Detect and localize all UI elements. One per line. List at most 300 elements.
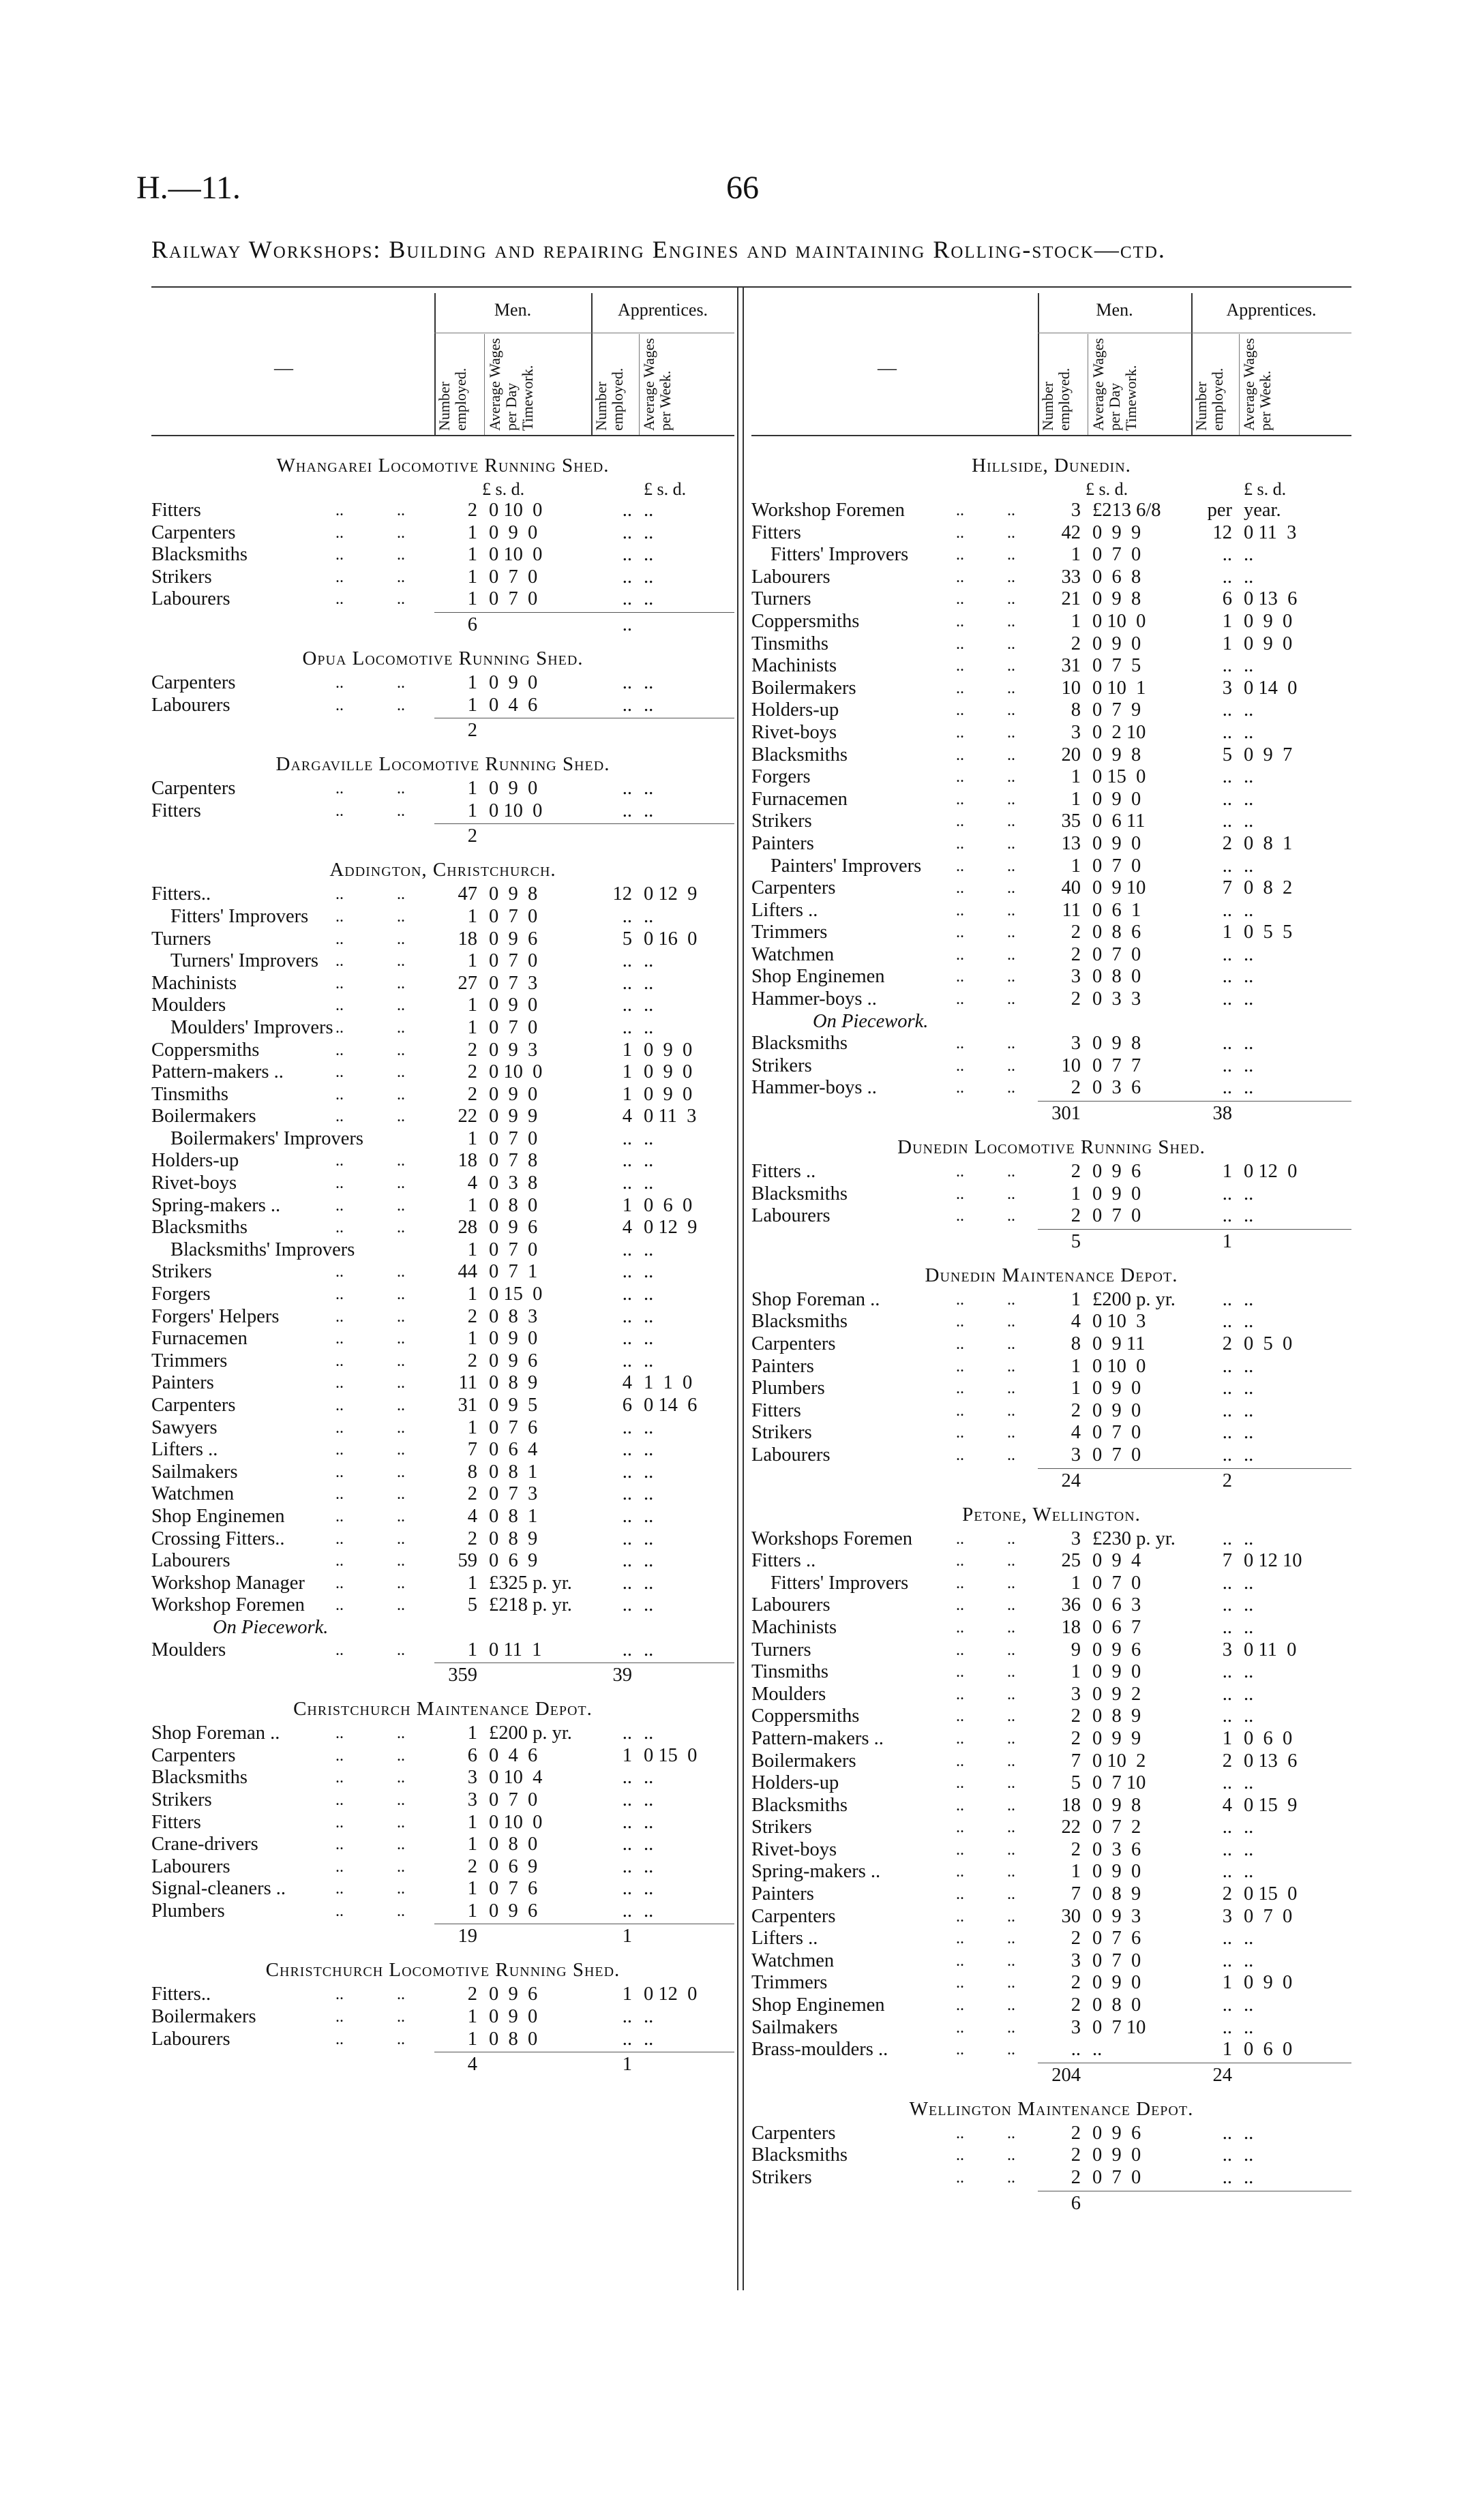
occupation-label: Machinists bbox=[151, 972, 237, 994]
table-row bbox=[151, 566, 734, 589]
leader-dots: .. bbox=[397, 546, 405, 564]
men-wages: 0 9 0 bbox=[1092, 633, 1141, 654]
leader-dots: .. bbox=[397, 1330, 405, 1348]
app-number: .. bbox=[622, 1572, 632, 1594]
leader-dots: .. bbox=[335, 952, 344, 971]
men-number: 1 bbox=[1071, 788, 1081, 810]
occupation-label: Coppersmiths bbox=[751, 610, 860, 632]
total-row bbox=[751, 1228, 1351, 1256]
men-number: 30 bbox=[1061, 1905, 1081, 1927]
units-row bbox=[151, 479, 734, 500]
men-total: 204 bbox=[1051, 2064, 1081, 2086]
table-row bbox=[151, 1639, 734, 1662]
occupation-label: Turners bbox=[151, 928, 211, 950]
table-row bbox=[751, 2167, 1351, 2189]
app-wages: .. bbox=[644, 1016, 654, 1038]
men-wages: 0 15 0 bbox=[489, 1284, 543, 1305]
app-number: .. bbox=[622, 1811, 632, 1833]
center-double-rule bbox=[737, 286, 744, 2290]
men-wages: 0 9 9 bbox=[1092, 1727, 1141, 1749]
men-wages: 0 9 5 bbox=[489, 1395, 538, 1416]
app-number: .. bbox=[1222, 1528, 1232, 1549]
app-wages: 0 11 0 bbox=[1244, 1639, 1297, 1660]
men-number: 3 bbox=[467, 1767, 477, 1789]
men-wages: 0 3 8 bbox=[489, 1172, 538, 1194]
app-number: 4 bbox=[622, 1372, 632, 1394]
occupation-label: Labourers bbox=[151, 1550, 230, 1572]
leader-dots: .. bbox=[1007, 1057, 1015, 1075]
occupation-label: Blacksmiths bbox=[151, 1767, 248, 1789]
men-wages: 0 7 7 bbox=[1092, 1054, 1141, 1076]
leader-dots: .. bbox=[397, 2030, 405, 2048]
app-number: .. bbox=[1222, 2167, 1232, 2188]
men-wages: 0 7 0 bbox=[1092, 855, 1141, 877]
men-number: 25 bbox=[1061, 1550, 1081, 1572]
leader-dots: .. bbox=[956, 1596, 964, 1615]
men-wages: 0 8 9 bbox=[1092, 1883, 1141, 1905]
leader-dots: .. bbox=[956, 1685, 964, 1703]
app-wages: .. bbox=[644, 1878, 654, 1900]
table-row bbox=[151, 1506, 734, 1528]
app-wages: .. bbox=[1244, 1183, 1254, 1204]
leader-dots: .. bbox=[1007, 1596, 1015, 1615]
leader-dots: .. bbox=[956, 1207, 964, 1226]
app-wages: 0 9 0 bbox=[1244, 1972, 1293, 1994]
app-number: .. bbox=[622, 1416, 632, 1438]
leader-dots: .. bbox=[335, 1219, 344, 1237]
men-wages: 0 8 9 bbox=[489, 1528, 538, 1549]
men-wages: 0 9 0 bbox=[1092, 1661, 1141, 1683]
occupation-label: Forgers' Helpers bbox=[151, 1305, 280, 1327]
leader-dots: .. bbox=[335, 523, 344, 542]
app-wages: .. bbox=[1244, 855, 1254, 877]
men-wages: 0 9 6 bbox=[489, 928, 538, 950]
occupation-label: Carpenters bbox=[751, 2122, 836, 2144]
app-wages: 0 9 0 bbox=[1244, 610, 1293, 632]
app-wages: .. bbox=[1244, 988, 1254, 1010]
app-wages: 0 15 0 bbox=[644, 1744, 698, 1766]
app-number: .. bbox=[1222, 1838, 1232, 1860]
men-wages: £200 p. yr. bbox=[1092, 1288, 1176, 1310]
app-number: 1 bbox=[622, 1083, 632, 1105]
men-wages: 0 9 6 bbox=[489, 1984, 538, 2005]
leader-dots: .. bbox=[397, 1352, 405, 1370]
table-row bbox=[151, 1239, 734, 1262]
leader-dots: .. bbox=[1007, 968, 1015, 986]
men-wages: 0 10 0 bbox=[1092, 1355, 1146, 1377]
men-number: 2 bbox=[1071, 1994, 1081, 2016]
men-number: .. bbox=[1071, 2039, 1081, 2061]
app-wages: 0 15 0 bbox=[1244, 1883, 1298, 1905]
men-number: 1 bbox=[467, 950, 477, 972]
men-wages: 0 7 0 bbox=[1092, 1444, 1141, 1466]
leader-dots: .. bbox=[335, 1063, 344, 1082]
leader-dots: .. bbox=[1007, 834, 1015, 853]
app-number: .. bbox=[622, 1505, 632, 1527]
table-row bbox=[751, 1617, 1351, 1639]
table-row bbox=[751, 544, 1351, 566]
app-number: .. bbox=[1222, 2016, 1232, 2038]
leader-dots: .. bbox=[335, 1418, 344, 1437]
men-total: 6 bbox=[467, 613, 477, 635]
app-wages: 0 13 6 bbox=[1244, 1750, 1298, 1772]
app-wages: .. bbox=[1244, 1861, 1254, 1883]
leader-dots: .. bbox=[956, 723, 964, 742]
men-wages: 0 7 0 bbox=[489, 950, 538, 972]
men-wages: 0 9 0 bbox=[489, 995, 538, 1016]
app-wages: .. bbox=[644, 800, 654, 821]
section-title: Petone, Wellington. bbox=[962, 1503, 1141, 1525]
table-row bbox=[751, 500, 1351, 522]
app-wages: .. bbox=[644, 1350, 654, 1371]
men-total: 301 bbox=[1051, 1103, 1081, 1125]
occupation-label: Crane-drivers bbox=[151, 1834, 258, 1855]
men-number: 2 bbox=[467, 1083, 477, 1105]
table-row bbox=[151, 695, 734, 717]
leader-dots: .. bbox=[335, 802, 344, 820]
app-number: .. bbox=[1222, 1994, 1232, 2016]
men-wages-header: Average Wages per Day Timework. bbox=[1090, 337, 1139, 431]
men-wages: 0 6 1 bbox=[1092, 899, 1141, 921]
table-row bbox=[751, 966, 1351, 988]
leader-dots: .. bbox=[335, 1041, 344, 1059]
men-number: 1 bbox=[467, 778, 477, 800]
app-wages: .. bbox=[1244, 1528, 1254, 1549]
leader-dots: .. bbox=[397, 952, 405, 971]
app-wages: .. bbox=[1244, 1994, 1254, 2016]
total-row bbox=[751, 1099, 1351, 1128]
app-wages: .. bbox=[1244, 1077, 1254, 1099]
leader-dots: .. bbox=[397, 997, 405, 1015]
leader-dots: .. bbox=[397, 1791, 405, 1809]
table-row bbox=[151, 1984, 734, 2006]
leader-dots: .. bbox=[956, 945, 964, 964]
men-number: 2 bbox=[1071, 922, 1081, 943]
table-row bbox=[751, 833, 1351, 855]
occupation-label: Turners bbox=[751, 588, 811, 610]
men-wages: 0 7 2 bbox=[1092, 1817, 1141, 1838]
occupation-label: Fitters' Improvers bbox=[771, 544, 909, 566]
men-wages: 0 6 3 bbox=[1092, 1594, 1141, 1616]
leader-dots: .. bbox=[397, 1857, 405, 1876]
men-wages: 0 9 8 bbox=[1092, 744, 1141, 765]
table-row bbox=[751, 988, 1351, 1011]
app-wages: .. bbox=[644, 1528, 654, 1549]
men-wages: 0 7 0 bbox=[489, 566, 538, 588]
app-number: .. bbox=[1222, 1205, 1232, 1227]
men-wages: 0 8 3 bbox=[489, 1305, 538, 1327]
occupation-label: Fitters' Improvers bbox=[170, 905, 309, 927]
app-total: 24 bbox=[1212, 2064, 1232, 2086]
men-number: 3 bbox=[1071, 1033, 1081, 1054]
occupation-label: Blacksmiths bbox=[751, 1183, 848, 1204]
occupation-label: Crossing Fitters.. bbox=[151, 1528, 285, 1549]
app-number: .. bbox=[1222, 699, 1232, 721]
men-number: 1 bbox=[467, 1328, 477, 1350]
app-number: .. bbox=[622, 1239, 632, 1260]
app-number: .. bbox=[622, 566, 632, 588]
app-number: .. bbox=[1222, 810, 1232, 832]
occupation-label: Labourers bbox=[151, 694, 230, 716]
app-wages: .. bbox=[644, 2028, 654, 2050]
occupation-label: Carpenters bbox=[751, 1333, 836, 1354]
table-row bbox=[751, 1928, 1351, 1950]
men-number: 3 bbox=[1071, 1444, 1081, 1466]
leader-dots: .. bbox=[397, 673, 405, 692]
leader-dots: .. bbox=[1007, 502, 1015, 519]
occupation-label: Blacksmiths bbox=[751, 744, 848, 765]
leader-dots: .. bbox=[1007, 2169, 1015, 2187]
leader-dots: .. bbox=[335, 1986, 344, 2004]
table-row bbox=[151, 1900, 734, 1923]
table-row bbox=[751, 1750, 1351, 1773]
leader-dots: .. bbox=[956, 1079, 964, 1097]
men-number: 2 bbox=[1071, 1972, 1081, 1994]
table-row bbox=[751, 522, 1351, 545]
men-wages: 0 7 6 bbox=[1092, 1928, 1141, 1949]
table-row bbox=[751, 611, 1351, 633]
leader-dots: .. bbox=[1007, 1685, 1015, 1703]
leader-dots: .. bbox=[1007, 1952, 1015, 1970]
app-number: .. bbox=[1222, 1288, 1232, 1310]
men-wages: 0 7 0 bbox=[489, 1239, 538, 1260]
app-wages: .. bbox=[644, 1811, 654, 1833]
app-number: .. bbox=[622, 1284, 632, 1305]
table-row bbox=[751, 1972, 1351, 1994]
table-row bbox=[151, 1172, 734, 1195]
men-number: 3 bbox=[1071, 721, 1081, 743]
app-number: 12 bbox=[612, 883, 632, 905]
leader-dots: .. bbox=[956, 1641, 964, 1659]
app-number: 3 bbox=[1222, 1905, 1232, 1927]
total-row bbox=[151, 822, 734, 851]
men-number: 2 bbox=[1071, 1205, 1081, 1227]
occupation-label: Moulders bbox=[751, 1683, 826, 1705]
table-row bbox=[751, 1205, 1351, 1228]
header-dash: — bbox=[878, 358, 897, 379]
leader-dots: .. bbox=[335, 502, 344, 519]
app-number: 5 bbox=[622, 928, 632, 950]
table-row bbox=[151, 1722, 734, 1745]
men-number: 2 bbox=[1071, 2167, 1081, 2188]
table-row bbox=[151, 1106, 734, 1128]
app-number: .. bbox=[622, 1594, 632, 1616]
occupation-label: Watchmen bbox=[151, 1483, 235, 1505]
leader-dots: .. bbox=[335, 1880, 344, 1898]
table-row bbox=[151, 1812, 734, 1834]
leader-dots: .. bbox=[956, 1380, 964, 1398]
men-number: 4 bbox=[1071, 1422, 1081, 1444]
left-table bbox=[151, 293, 734, 2283]
men-wages: £218 p. yr. bbox=[489, 1594, 572, 1616]
table-row bbox=[751, 1055, 1351, 1078]
occupation-label: Shop Enginemen bbox=[151, 1505, 285, 1527]
occupation-label: Sailmakers bbox=[151, 1461, 238, 1483]
table-row bbox=[751, 1839, 1351, 1862]
leader-dots: .. bbox=[956, 968, 964, 986]
men-number: 31 bbox=[1061, 655, 1081, 677]
men-number: 1 bbox=[1071, 544, 1081, 566]
table-row bbox=[751, 900, 1351, 922]
app-wages: .. bbox=[644, 1328, 654, 1350]
table-row bbox=[751, 1311, 1351, 1333]
leader-dots: .. bbox=[956, 768, 964, 787]
app-wages: .. bbox=[1244, 1378, 1254, 1399]
app-number: .. bbox=[622, 1550, 632, 1572]
occupation-label: Blacksmiths bbox=[151, 544, 248, 566]
table-row bbox=[751, 1795, 1351, 1817]
occupation-label: Fitters bbox=[751, 1399, 801, 1421]
table-row bbox=[151, 588, 734, 611]
app-number: 1 bbox=[622, 1194, 632, 1216]
app-wages: 0 14 0 bbox=[1244, 677, 1298, 699]
men-wages: 0 6 9 bbox=[489, 1855, 538, 1877]
leader-dots: .. bbox=[397, 1485, 405, 1504]
occupation-label: Boilermakers bbox=[151, 1106, 256, 1127]
leader-dots: .. bbox=[335, 1152, 344, 1170]
section-title: Opua Locomotive Running Shed. bbox=[302, 647, 584, 669]
men-number: 1 bbox=[467, 1834, 477, 1855]
occupation-label: Furnacemen bbox=[751, 788, 848, 810]
men-number: 2 bbox=[467, 1061, 477, 1083]
table-row bbox=[751, 1378, 1351, 1400]
men-number: 31 bbox=[458, 1395, 477, 1416]
app-wages: .. bbox=[1244, 1772, 1254, 1794]
app-number: .. bbox=[622, 1639, 632, 1660]
occupation-label: Shop Enginemen bbox=[751, 1994, 885, 2016]
leader-dots: .. bbox=[335, 930, 344, 948]
men-wages: 0 9 6 bbox=[1092, 2122, 1141, 2144]
leader-dots: .. bbox=[1007, 1907, 1015, 1926]
table-row bbox=[751, 1950, 1351, 1973]
table-row bbox=[151, 906, 734, 928]
table-row bbox=[751, 1772, 1351, 1795]
table-row bbox=[151, 1439, 734, 1461]
men-number: 4 bbox=[1071, 1311, 1081, 1333]
leader-dots: .. bbox=[1007, 813, 1015, 831]
app-number: .. bbox=[1222, 1378, 1232, 1399]
men-number-header: Number employed. bbox=[436, 367, 469, 431]
leader-dots: .. bbox=[956, 1819, 964, 1837]
men-wages: 0 9 11 bbox=[1092, 1333, 1146, 1354]
men-number: 36 bbox=[1061, 1594, 1081, 1616]
leader-dots: .. bbox=[956, 2124, 964, 2142]
occupation-label: Tinsmiths bbox=[151, 1083, 229, 1105]
app-wages: 0 8 2 bbox=[1244, 877, 1293, 899]
app-wages: 0 12 0 bbox=[644, 1984, 698, 2005]
men-number: 4 bbox=[467, 1505, 477, 1527]
leader-dots: .. bbox=[335, 1441, 344, 1459]
table-row bbox=[751, 1817, 1351, 1839]
app-wages: 0 12 10 bbox=[1244, 1550, 1302, 1572]
men-number: 21 bbox=[1061, 588, 1081, 610]
app-number: 1 bbox=[1222, 1972, 1232, 1994]
occupation-label: Forgers bbox=[751, 766, 811, 788]
occupation-label: Painters bbox=[751, 1883, 814, 1905]
app-number: 1 bbox=[622, 1061, 632, 1083]
leader-dots: .. bbox=[397, 1574, 405, 1592]
occupation-label: Moulders bbox=[151, 995, 226, 1016]
app-wages: .. bbox=[1244, 1033, 1254, 1054]
app-wages: .. bbox=[644, 905, 654, 927]
table-row bbox=[151, 778, 734, 800]
leader-dots: .. bbox=[956, 1863, 964, 1881]
occupation-label: Workshops Foremen bbox=[751, 1528, 912, 1549]
leader-dots: .. bbox=[335, 1374, 344, 1393]
men-number: 35 bbox=[1061, 810, 1081, 832]
app-number: .. bbox=[1222, 1817, 1232, 1838]
table-row bbox=[151, 500, 734, 522]
men-number: 2 bbox=[467, 1855, 477, 1877]
leader-dots: .. bbox=[335, 1574, 344, 1592]
leader-dots: .. bbox=[397, 1374, 405, 1393]
table-row bbox=[751, 1883, 1351, 1906]
leader-dots: .. bbox=[1007, 1863, 1015, 1881]
men-number: 1 bbox=[1071, 1183, 1081, 1204]
occupation-label: Lifters .. bbox=[751, 1928, 818, 1949]
leader-dots: .. bbox=[956, 1357, 964, 1376]
men-wages: 0 7 6 bbox=[489, 1878, 538, 1900]
leader-dots: .. bbox=[335, 2008, 344, 2026]
app-wages: 0 9 0 bbox=[644, 1061, 693, 1083]
occupation-label: Spring-makers .. bbox=[751, 1861, 881, 1883]
table-row bbox=[151, 1372, 734, 1395]
occupation-label: Holders-up bbox=[751, 1772, 839, 1794]
men-wages: 0 9 6 bbox=[1092, 1639, 1141, 1660]
occupation-label: Strikers bbox=[751, 810, 812, 832]
occupation-label: Watchmen bbox=[751, 1949, 835, 1971]
section-title: Whangarei Locomotive Running Shed. bbox=[276, 455, 610, 476]
men-wages: 0 8 0 bbox=[489, 2028, 538, 2050]
app-wages: .. bbox=[1244, 1422, 1254, 1444]
leader-dots: .. bbox=[335, 1307, 344, 1326]
men-number: 44 bbox=[458, 1261, 477, 1283]
men-wages: 0 9 3 bbox=[1092, 1905, 1141, 1927]
leader-dots: .. bbox=[397, 1041, 405, 1059]
leader-dots: .. bbox=[335, 997, 344, 1015]
app-wages: .. bbox=[644, 1505, 654, 1527]
app-wages: .. bbox=[1244, 1616, 1254, 1638]
men-wages: 0 10 2 bbox=[1092, 1750, 1146, 1772]
table-row bbox=[751, 1528, 1351, 1551]
app-wages: .. bbox=[1244, 1594, 1254, 1616]
occupation-label: Pattern-makers .. bbox=[751, 1727, 884, 1749]
leader-dots: .. bbox=[956, 990, 964, 1009]
leader-dots: .. bbox=[335, 546, 344, 564]
occupation-label: Blacksmiths bbox=[751, 2144, 848, 2166]
men-number: 5 bbox=[1071, 1772, 1081, 1794]
men-wages: 0 8 9 bbox=[1092, 1705, 1141, 1727]
occupation-label: Coppersmiths bbox=[151, 1039, 260, 1061]
app-wages: .. bbox=[644, 1239, 654, 1260]
app-wages: .. bbox=[644, 1305, 654, 1327]
table-row bbox=[151, 995, 734, 1017]
leader-dots: .. bbox=[1007, 612, 1015, 631]
table-row bbox=[751, 944, 1351, 967]
app-wages: .. bbox=[1244, 1661, 1254, 1683]
leader-dots: .. bbox=[956, 746, 964, 764]
app-wages: .. bbox=[644, 1483, 654, 1505]
men-wages: 0 9 6 bbox=[1092, 1161, 1141, 1183]
men-number: 42 bbox=[1061, 521, 1081, 543]
app-total: 1 bbox=[622, 1926, 632, 1947]
leader-dots: .. bbox=[956, 590, 964, 609]
leader-dots: .. bbox=[397, 1018, 405, 1037]
leader-dots: .. bbox=[956, 857, 964, 875]
app-number: .. bbox=[1222, 721, 1232, 743]
men-number: 8 bbox=[1071, 1333, 1081, 1354]
leader-dots: .. bbox=[1007, 1290, 1015, 1309]
